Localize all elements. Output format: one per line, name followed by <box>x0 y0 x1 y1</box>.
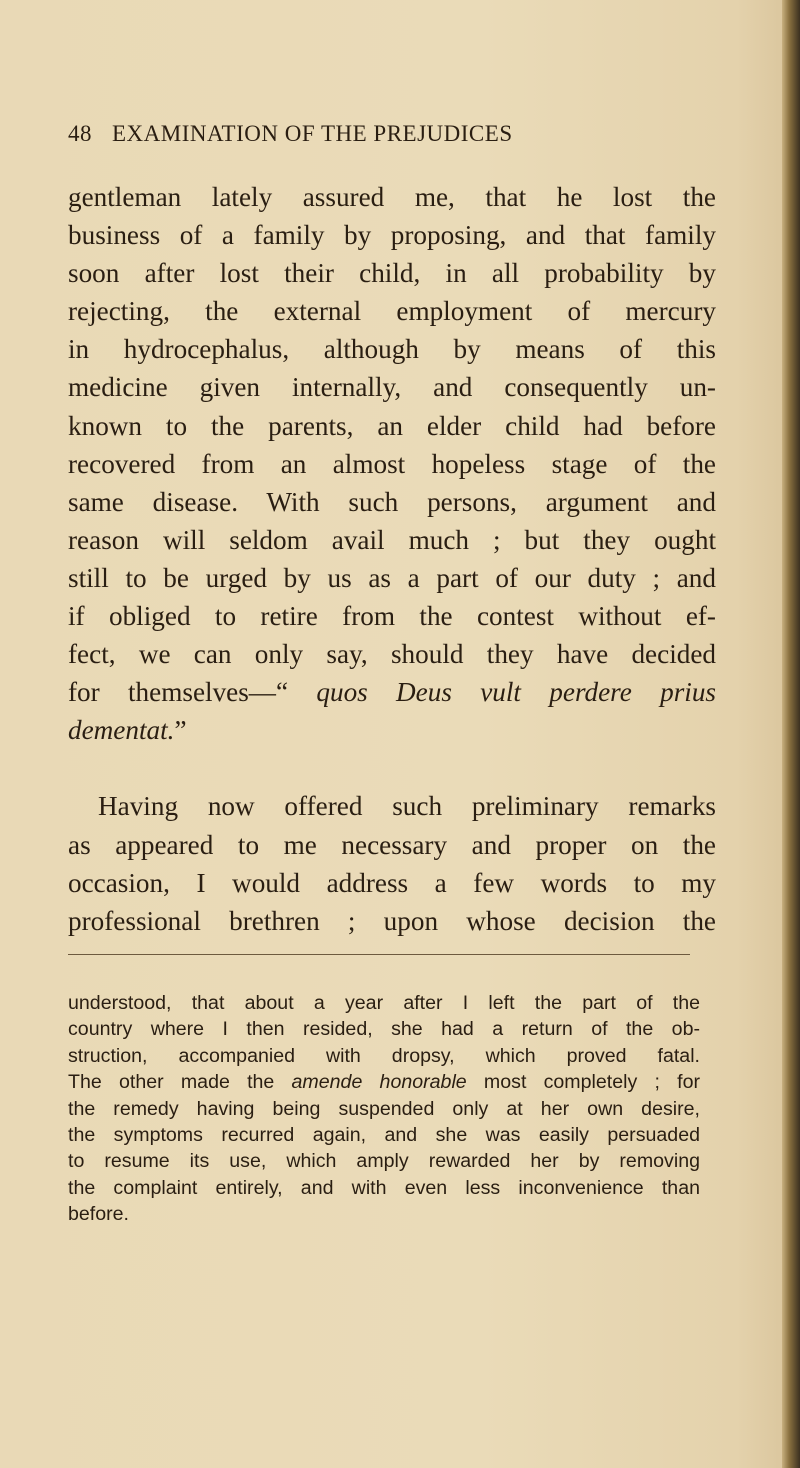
quote-close: ” <box>174 715 187 746</box>
footnote-italic: amende honorable <box>291 1071 467 1094</box>
footnote-line: country where I then resided, she had a return of the ob- <box>68 1018 700 1041</box>
running-title: EXAMINATION OF THE PREJUDICES <box>112 121 513 146</box>
footnote-line: before. <box>68 1203 130 1226</box>
footnote-line: understood, that about a year after I left the part of the <box>68 992 700 1014</box>
quote-lead: for themselves—“ <box>68 677 289 708</box>
text-line: Having now offered such preliminary remarks <box>98 791 716 822</box>
text-line: soon after lost their child, in all probability by <box>68 258 716 289</box>
text-line: same disease. With such persons, argument and <box>68 486 716 517</box>
text-line: occasion, I would address a few words to my <box>68 867 716 898</box>
footnote-text: The other made the <box>68 1071 292 1094</box>
latin-quote: quos Deus vult perdere prius <box>316 677 717 708</box>
running-header <box>68 121 718 147</box>
footnote-line: the symptoms recurred again, and she was easily persuaded <box>68 1124 700 1147</box>
latin-quote-end: dementat. <box>68 715 175 746</box>
footnote-line: to resume its use, which amply rewarded her by removing <box>68 1150 700 1173</box>
text-line: business of a family by proposing, and that family <box>68 220 716 251</box>
text-line: known to the parents, an elder child had before <box>68 410 716 441</box>
text-line: still to be urged by us as a part of our duty ; and <box>68 562 716 593</box>
page-edge <box>782 0 800 1468</box>
quote-line <box>68 673 716 711</box>
text-line: recovered from an almost hopeless stage of the <box>68 448 716 479</box>
footnote-line: the complaint entirely, and with even less inconvenience than <box>68 1176 700 1199</box>
footnote-line: struction, accompanied with dropsy, which proved fatal. <box>68 1044 700 1067</box>
text-line: gentleman lately assured me, that he lost the <box>68 182 716 212</box>
text-line: professional brethren ; upon whose decision the <box>68 905 716 936</box>
footnote-divider <box>68 954 690 955</box>
text-line: rejecting, the external employment of mercury <box>68 296 716 327</box>
text-line: medicine given internally, and consequently un- <box>68 372 716 403</box>
text-line: in hydrocephalus, although by means of this <box>68 334 716 365</box>
text-line: fect, we can only say, should they have decided <box>68 639 716 670</box>
text-line: as appeared to me necessary and proper on the <box>68 829 716 860</box>
text-line: if obliged to retire from the contest without ef- <box>68 601 716 632</box>
page-number: 48 <box>68 121 92 146</box>
quote-line-end <box>68 711 716 749</box>
main-text <box>68 178 716 940</box>
footnote-line: the remedy having being suspended only at her own desire, <box>68 1097 700 1120</box>
footnote-line <box>68 1069 700 1095</box>
footnote-text: most completely ; for <box>466 1071 700 1094</box>
text-line: reason will seldom avail much ; but they ought <box>68 524 716 555</box>
footnote <box>68 990 700 1228</box>
